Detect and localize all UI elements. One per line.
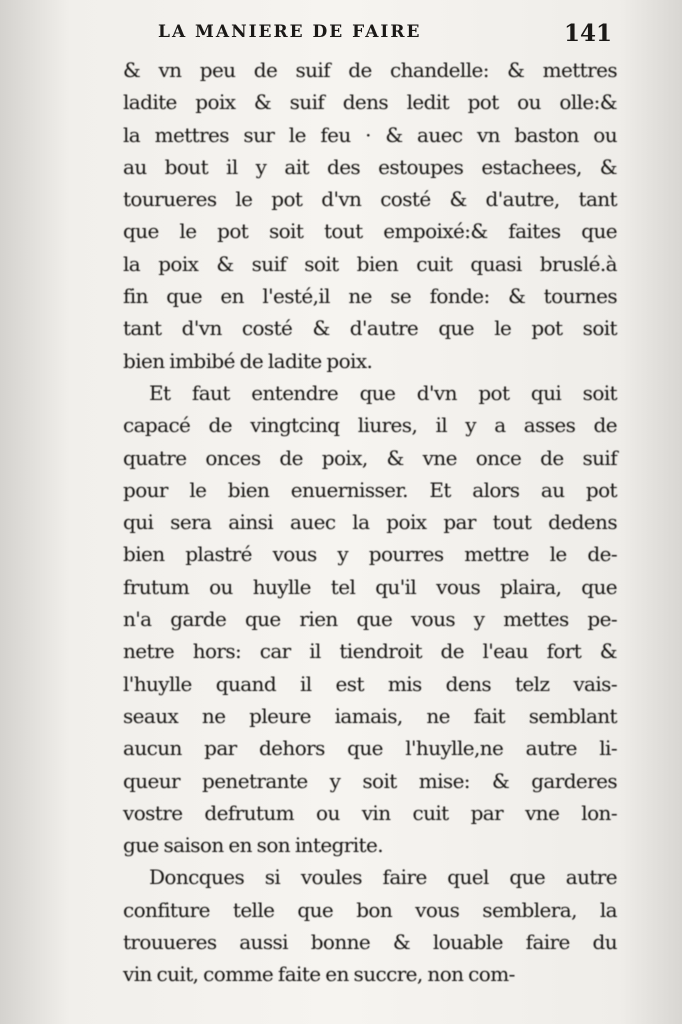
text-line: la mettres sur le feu · & auec vn baston ou: [123, 122, 617, 147]
text-line: aucun par dehors que l'huylle,ne autre li-: [123, 736, 617, 761]
text-line: l'huylle quand il est mis dens telz vais-: [123, 671, 617, 696]
running-title: LA MANIERE DE FAIRE: [158, 22, 422, 42]
text-line: capacé de vingtcinq liures, il y a asses de: [123, 413, 617, 438]
text-line: Doncques si voules faire quel que autre: [149, 865, 617, 890]
body-text: [123, 54, 617, 991]
text-line: qui sera ainsi auec la poix par tout dedens: [123, 510, 617, 535]
text-line: tourueres le pot d'vn costé & d'autre, tant: [123, 187, 617, 212]
text-line: la poix & suif soit bien cuit quasi bruslé.à: [123, 251, 617, 276]
text-line: au bout il y ait des estoupes estachees, &: [123, 154, 617, 179]
text-line: bien plastré vous y pourres mettre le de-: [123, 542, 617, 567]
text-line: bien imbibé de ladite poix.: [123, 348, 373, 373]
text-line: seaux ne pleure iamais, ne fait semblant: [123, 703, 617, 728]
text-line: pour le bien enuernisser. Et alors au pot: [123, 477, 617, 502]
text-line: ladite poix & suif dens ledit pot ou olle:&: [123, 90, 617, 115]
page-number: 141: [563, 20, 612, 47]
text-line: gue saison en son integrite.: [123, 833, 383, 858]
text-line: trouueres aussi bonne & louable faire du: [123, 930, 617, 955]
text-line: confiture telle que bon vous semblera, la: [123, 897, 617, 922]
text-line: que le pot soit tout empoixé:& faites que: [123, 219, 617, 244]
text-line: frutum ou huylle tel qu'il vous plaira, que: [123, 574, 617, 599]
text-line: vin cuit, comme faite en succre, non com-: [123, 962, 515, 987]
page-header: [150, 18, 620, 52]
text-line: tant d'vn costé & d'autre que le pot soit: [123, 316, 617, 341]
text-line: queur penetrante y soit mise: & garderes: [123, 768, 617, 793]
text-line: & vn peu de suif de chandelle: & mettres: [123, 58, 617, 82]
text-line: n'a garde que rien que vous y mettes pe-: [123, 607, 617, 632]
text-line: vostre defrutum ou vin cuit par vne lon-: [123, 800, 617, 825]
text-line: quatre onces de poix, & vne once de suif: [123, 445, 617, 470]
text-line: netre hors: car il tiendroit de l'eau fort &: [123, 639, 617, 664]
text-line: Et faut entendre que d'vn pot qui soit: [149, 380, 617, 405]
text-line: fin que en l'esté,il ne se fonde: & tournes: [123, 284, 617, 309]
